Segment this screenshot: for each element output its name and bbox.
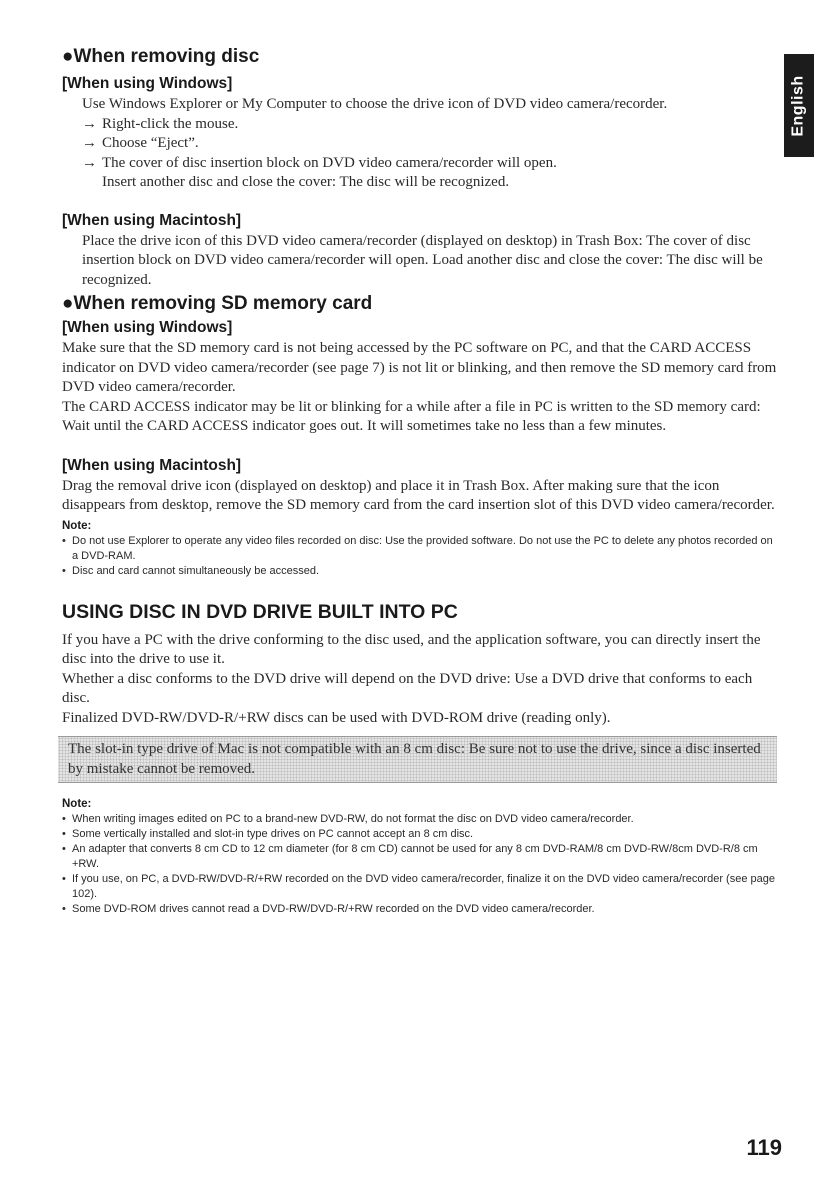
- removing-disc-continuation: Insert another disc and close the cover: The disc will be recognized.: [102, 174, 510, 190]
- removing-disc-step: [82, 115, 777, 135]
- removing-sd-mac-subheading: [When using Macintosh]: [62, 456, 242, 474]
- note-list: [62, 812, 777, 917]
- removing-sd-windows-paragraph: Make sure that the SD memory card is not being accessed by the PC software on PC, and that the CARD ACCESS indicator on DVD video camera/recorder (see page 7) is not lit or blinking, and then remove the SD memory card from DVD video camera/recorder.: [62, 340, 777, 395]
- removing-sd-windows-subheading: [When using Windows]: [62, 319, 233, 336]
- note-title: Note:: [62, 798, 92, 810]
- note-item: • If you use, on PC, a DVD-RW/DVD-R/+RW recorded on the DVD video camera/recorder, finalize it on the DVD video camera/recorder (see page 102).: [62, 872, 777, 902]
- using-disc-body: [62, 631, 777, 729]
- note-item: • An adapter that converts 8 cm CD to 12 cm diameter (for 8 cm CD) cannot be used for any 8 cm DVD-RAM/8 cm DVD-RW/8cm DVD-R/8 cm +RW.: [62, 842, 777, 872]
- note-item: • Some DVD-ROM drives cannot read a DVD-RW/DVD-R/+RW recorded on the DVD video camera/recorder.: [62, 902, 777, 917]
- removing-sd-mac-text: Drag the removal drive icon (displayed on desktop) and place it in Trash Box. After making sure that the icon disappears from desktop, remove the SD memory card from the card insertion slot of this DVD video camera/recorder.: [62, 477, 775, 513]
- removing-disc-windows-block: [62, 95, 777, 193]
- warning-box: The slot-in type drive of Mac is not compatible with an 8 cm disc: Be sure not to use the drive, since a disc inserted by mistake cannot be removed.: [58, 736, 777, 783]
- removing-disc-mac-subheading: [When using Macintosh]: [62, 211, 242, 229]
- using-disc-paragraph: If you have a PC with the drive conforming to the disc used, and the application software, you can directly insert the disc into the drive to use it.: [62, 631, 761, 667]
- removing-disc-step: [82, 154, 777, 174]
- removing-disc-step: [82, 134, 777, 154]
- language-tab: [784, 54, 814, 157]
- note-list: [62, 534, 777, 579]
- arrow-icon: →: [82, 115, 97, 132]
- page-content: [62, 44, 777, 917]
- removing-disc-windows-subheading: [When using Windows]: [62, 75, 233, 92]
- note-item: • Some vertically installed and slot-in type drives on PC cannot accept an 8 cm disc.: [62, 827, 777, 842]
- removing-disc-mac-text: Place the drive icon of this DVD video camera/recorder (displayed on desktop) in Trash Box: The cover of disc insertion block on DVD video camera/recorder will open. Load another disc and close the cover: The disc will be recognized.: [82, 232, 763, 288]
- note-item: • When writing images edited on PC to a brand-new DVD-RW, do not format the disc on DVD video camera/recorder.: [62, 812, 777, 827]
- note-item: • Disc and card cannot simultaneously be accessed.: [62, 564, 777, 579]
- step-text: The cover of disc insertion block on DVD video camera/recorder will open.: [102, 154, 557, 171]
- removing-sd-heading: ●When removing SD memory card: [62, 293, 373, 314]
- arrow-icon: →: [82, 154, 97, 171]
- using-disc-paragraph: Whether a disc conforms to the DVD drive will depend on the DVD drive: Use a DVD drive that conforms to each disc.: [62, 670, 753, 706]
- removing-disc-heading: ●When removing disc: [62, 46, 260, 67]
- language-tab-label: English: [790, 74, 807, 137]
- step-text: Choose “Eject”.: [102, 135, 199, 151]
- note-item: • Do not use Explorer to operate any video files recorded on disc: Use the provided software. Do not use the PC to delete any photos recorded on a DVD-RAM.: [62, 534, 777, 564]
- removing-sd-windows-paragraph: The CARD ACCESS indicator may be lit or blinking for a while after a file in PC is written to the SD memory card: Wait until the CARD ACCESS indicator goes out. It will sometimes take no less than a few minutes.: [62, 398, 761, 434]
- using-disc-paragraph: Finalized DVD-RW/DVD-R/+RW discs can be used with DVD-ROM drive (reading only).: [62, 709, 611, 726]
- arrow-icon: →: [82, 135, 97, 151]
- page-number: 119: [746, 1135, 782, 1160]
- step-text: Right-click the mouse.: [102, 115, 239, 132]
- note-title: Note:: [62, 519, 92, 532]
- using-disc-heading: USING DISC IN DVD DRIVE BUILT INTO PC: [62, 600, 458, 623]
- removing-disc-windows-intro: Use Windows Explorer or My Computer to choose the drive icon of DVD video camera/recorder.: [82, 96, 668, 112]
